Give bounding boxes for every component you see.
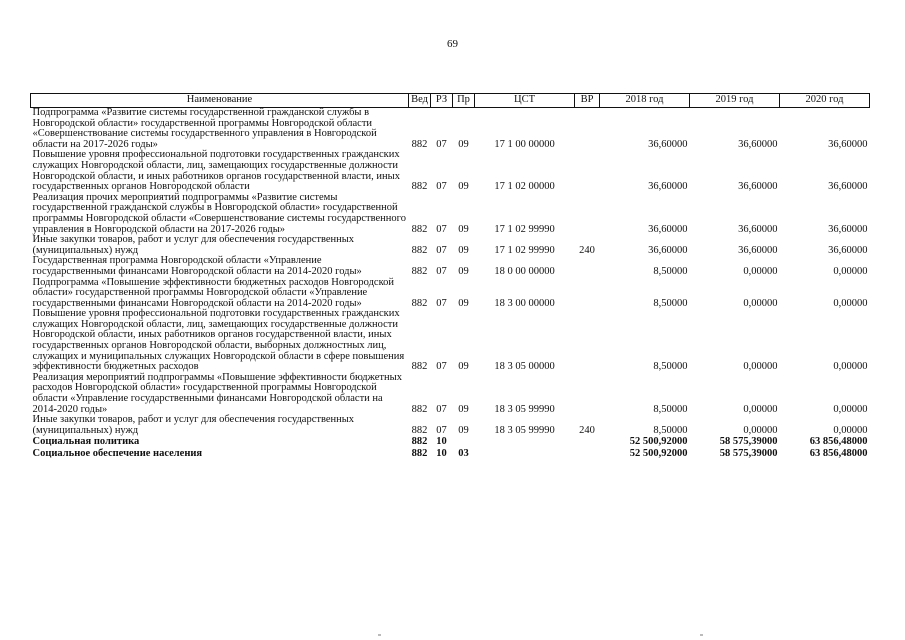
cell-cst: 17 1 00 00000 xyxy=(494,138,555,150)
cell-rz: 07 xyxy=(436,223,447,235)
cell-cst: 18 3 05 99990 xyxy=(494,403,555,415)
cell-pr: 09 xyxy=(458,265,469,277)
cell-vr xyxy=(575,193,600,235)
cell-rz: 07 xyxy=(436,361,447,373)
cell-rz: 07 xyxy=(436,297,447,309)
cell-vr xyxy=(575,278,600,310)
table-row xyxy=(31,448,870,460)
cell-rz: 07 xyxy=(436,138,447,150)
cell-vr xyxy=(575,108,600,151)
budget-table xyxy=(30,93,870,460)
cell-cst: 18 3 05 00000 xyxy=(494,361,555,373)
cell-y2018: 36,60000 xyxy=(648,223,688,235)
header-2019: 2019 год xyxy=(690,94,780,108)
cell-y2020: 0,00000 xyxy=(833,424,868,436)
cell-y2019: 0,00000 xyxy=(743,265,778,277)
cell-y2020: 36,60000 xyxy=(828,138,868,150)
cell-vr: 240 xyxy=(579,424,595,436)
cell-ved: 882 xyxy=(411,436,428,448)
cell-y2020: 0,00000 xyxy=(833,297,868,309)
cell-name: Реализация прочих мероприятий подпрограммы «Развитие системы государственной гражданской службы в Новгородской области» государственной программы Новгородской области «Совершенствование системы государственного управления в Новгородской области на 2017-2026 годы» xyxy=(32,191,406,235)
cell-cst: 18 3 05 99990 xyxy=(494,424,555,436)
table-row xyxy=(31,436,870,448)
cell-pr: 09 xyxy=(458,244,469,256)
cell-y2019: 36,60000 xyxy=(738,181,778,193)
cell-rz: 07 xyxy=(436,181,447,193)
cell-vr: 240 xyxy=(579,244,595,256)
cell-rz: 07 xyxy=(436,265,447,277)
cell-ved: 882 xyxy=(411,424,428,436)
table-row xyxy=(31,278,870,310)
page-number: 69 xyxy=(447,38,458,50)
cell-name: Подпрограмма «Повышение эффективности бюджетных расходов Новгородской области» государственной программы Новгородской области «Управление государственными финансами Новгородской области на 2014-2020 годы» xyxy=(32,276,395,309)
cell-y2018: 52 500,92000 xyxy=(629,436,688,448)
cell-y2018: 8,50000 xyxy=(653,403,688,415)
cell-y2018: 8,50000 xyxy=(653,361,688,373)
cell-vr xyxy=(575,436,600,448)
table-row xyxy=(31,373,870,415)
table-row xyxy=(31,150,870,192)
table-row xyxy=(31,309,870,373)
cell-ved: 882 xyxy=(411,361,428,373)
header-2020: 2020 год xyxy=(780,94,870,108)
cell-ved: 882 xyxy=(411,403,428,415)
cell-name: Реализация мероприятий подпрограммы «Повышение эффективности бюджетных расходов Новгородской области» государственной программы Новгородской области «Управление государственными финансами Новгородской области на 2014-2020 годы» xyxy=(32,371,402,415)
cell-rz: 07 xyxy=(436,244,447,256)
scan-mark xyxy=(378,634,381,636)
cell-y2019: 58 575,39000 xyxy=(719,448,778,459)
cell-y2019: 58 575,39000 xyxy=(719,436,778,448)
cell-pr: 09 xyxy=(458,223,469,235)
cell-name: Повышение уровня профессиональной подготовки государственных гражданских служащих Новгородской области, лиц, замещающих государственные должности Новгородской области, иных работников органов государственной власти, иных государственных органов Новгородской области, выборных должностных лиц, служащих и муниципальных служащих Новгородской области в сфере повышения эффективности бюджетных расходов xyxy=(32,308,405,373)
cell-vr xyxy=(575,309,600,373)
cell-y2018: 52 500,92000 xyxy=(629,448,688,459)
cell-y2020: 36,60000 xyxy=(828,244,868,256)
cell-y2020: 36,60000 xyxy=(828,223,868,235)
header-rz: РЗ xyxy=(431,94,453,108)
cell-pr: 09 xyxy=(458,424,469,436)
table-row xyxy=(31,235,870,256)
cell-pr: 09 xyxy=(458,403,469,415)
header-2018: 2018 год xyxy=(600,94,690,108)
cell-cst: 17 1 02 00000 xyxy=(494,181,555,193)
cell-y2019: 0,00000 xyxy=(743,403,778,415)
cell-pr: 09 xyxy=(458,361,469,373)
cell-cst: 18 3 00 00000 xyxy=(494,297,555,309)
cell-y2018: 8,50000 xyxy=(653,265,688,277)
cell-rz: 10 xyxy=(436,448,447,459)
cell-cst: 18 0 00 00000 xyxy=(494,265,555,277)
cell-ved: 882 xyxy=(411,223,428,235)
cell-pr: 09 xyxy=(458,138,469,150)
cell-y2018: 36,60000 xyxy=(648,138,688,150)
table-header-row xyxy=(31,94,870,108)
cell-pr: 09 xyxy=(458,297,469,309)
cell-cst xyxy=(475,448,575,460)
cell-y2020: 0,00000 xyxy=(833,361,868,373)
scan-mark xyxy=(700,634,703,636)
table-row xyxy=(31,415,870,436)
cell-name: Подпрограмма «Развитие системы государственной гражданской службы в Новгородской области» государственной программы Новгородской области «Совершенствование системы государственного управления в Новгородской области на 2017-2026 годы» xyxy=(32,107,377,150)
cell-y2018: 36,60000 xyxy=(648,244,688,256)
cell-ved: 882 xyxy=(411,448,428,459)
cell-vr xyxy=(575,373,600,415)
cell-y2020: 0,00000 xyxy=(833,265,868,277)
cell-y2020: 63 856,48000 xyxy=(809,448,868,459)
cell-ved: 882 xyxy=(411,244,428,256)
cell-name: Государственная программа Новгородской области «Управление государственными финансами Новгородской области на 2014-2020 годы» xyxy=(32,255,362,277)
header-name: Наименование xyxy=(31,94,409,108)
table-row xyxy=(31,256,870,277)
cell-pr xyxy=(453,436,475,448)
cell-rz: 07 xyxy=(436,424,447,436)
cell-pr: 09 xyxy=(458,181,469,193)
cell-cst: 17 1 02 99990 xyxy=(494,223,555,235)
table-body xyxy=(31,108,870,460)
table-row xyxy=(31,193,870,235)
cell-y2019: 36,60000 xyxy=(738,138,778,150)
cell-cst: 17 1 02 99990 xyxy=(494,244,555,256)
cell-name: Повышение уровня профессиональной подготовки государственных гражданских служащих Новгородской области, лиц, замещающих государственные должности Новгородской области, и иных работников органов государственной власти, иных государственных органов Новгородской области xyxy=(32,149,400,193)
cell-name: Иные закупки товаров, работ и услуг для обеспечения государственных (муниципальных) нужд xyxy=(32,414,355,436)
cell-ved: 882 xyxy=(411,297,428,309)
cell-rz: 07 xyxy=(436,403,447,415)
header-pr: Пр xyxy=(453,94,475,108)
cell-y2019: 36,60000 xyxy=(738,244,778,256)
cell-rz: 10 xyxy=(436,436,447,448)
cell-y2020: 0,00000 xyxy=(833,403,868,415)
cell-vr xyxy=(575,150,600,192)
cell-cst xyxy=(475,436,575,448)
table-row xyxy=(31,108,870,151)
cell-pr: 03 xyxy=(458,448,469,459)
cell-ved: 882 xyxy=(411,181,428,193)
cell-y2020: 63 856,48000 xyxy=(809,436,868,448)
cell-y2018: 8,50000 xyxy=(653,424,688,436)
cell-vr xyxy=(575,448,600,460)
cell-name: Социальное обеспечение населения xyxy=(32,448,203,459)
header-cst: ЦСТ xyxy=(475,94,575,108)
header-ved: Вед xyxy=(409,94,431,108)
cell-y2020: 36,60000 xyxy=(828,181,868,193)
cell-y2018: 8,50000 xyxy=(653,297,688,309)
cell-y2019: 0,00000 xyxy=(743,424,778,436)
cell-y2019: 0,00000 xyxy=(743,361,778,373)
cell-y2019: 36,60000 xyxy=(738,223,778,235)
cell-y2019: 0,00000 xyxy=(743,297,778,309)
cell-name: Социальная политика xyxy=(32,436,140,448)
cell-name: Иные закупки товаров, работ и услуг для обеспечения государственных (муниципальных) нужд xyxy=(32,234,355,256)
header-vr: ВР xyxy=(575,94,600,108)
cell-vr xyxy=(575,256,600,277)
cell-ved: 882 xyxy=(411,138,428,150)
cell-ved: 882 xyxy=(411,265,428,277)
cell-y2018: 36,60000 xyxy=(648,181,688,193)
